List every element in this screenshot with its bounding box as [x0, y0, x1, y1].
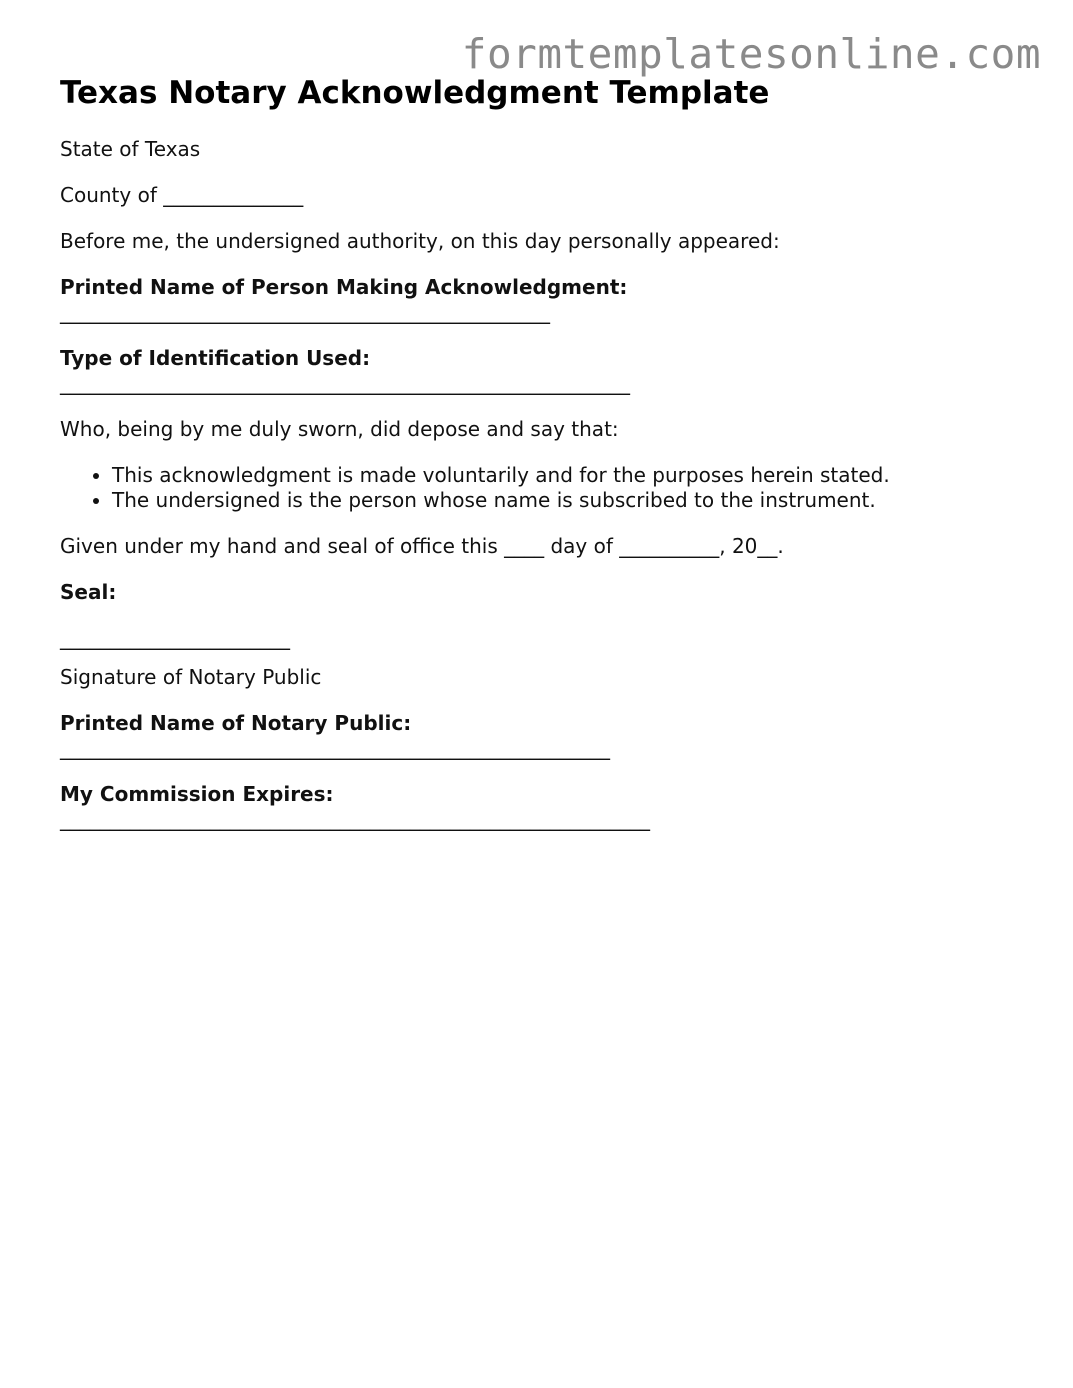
intro-text: Before me, the undersigned authority, on this day personally appeared:: [60, 229, 780, 253]
notary-name-field[interactable]: _______________________________________________________: [60, 736, 610, 760]
notary-name-label: Printed Name of Notary Public:: [60, 711, 412, 735]
list-item: • This acknowledgment is made voluntarily and for the purposes herein stated.: [112, 463, 1020, 488]
commission-section: [60, 782, 1020, 832]
commission-field[interactable]: ___________________________________________________________: [60, 807, 650, 831]
identification-field[interactable]: _________________________________________________________: [60, 371, 630, 395]
person-name-field[interactable]: _________________________________________________: [60, 300, 550, 324]
seal-label: Seal:: [60, 580, 117, 604]
oath-text: Who, being by me duly sworn, did depose and say that:: [60, 417, 619, 441]
person-name-section: [60, 275, 1020, 325]
state-line: State of Texas: [60, 137, 201, 161]
given-line: Given under my hand and seal of office this ____ day of __________, 20__.: [60, 534, 784, 558]
document-body: [60, 70, 1020, 832]
identification-section: [60, 346, 1020, 396]
notary-name-section: [60, 711, 1020, 761]
person-name-label: Printed Name of Person Making Acknowledgment:: [60, 275, 628, 299]
commission-label: My Commission Expires:: [60, 782, 334, 806]
watermark: formtemplatesonline.com: [461, 30, 1041, 78]
county-line: County of ______________: [60, 183, 304, 207]
signature-label: Signature of Notary Public: [60, 665, 322, 689]
identification-label: Type of Identification Used:: [60, 346, 371, 370]
list-item: • The undersigned is the person whose name is subscribed to the instrument.: [112, 488, 1020, 513]
page-title: Texas Notary Acknowledgment Template: [60, 75, 770, 111]
signature-field[interactable]: _______________________: [60, 626, 290, 650]
statement-list: [60, 463, 1020, 513]
